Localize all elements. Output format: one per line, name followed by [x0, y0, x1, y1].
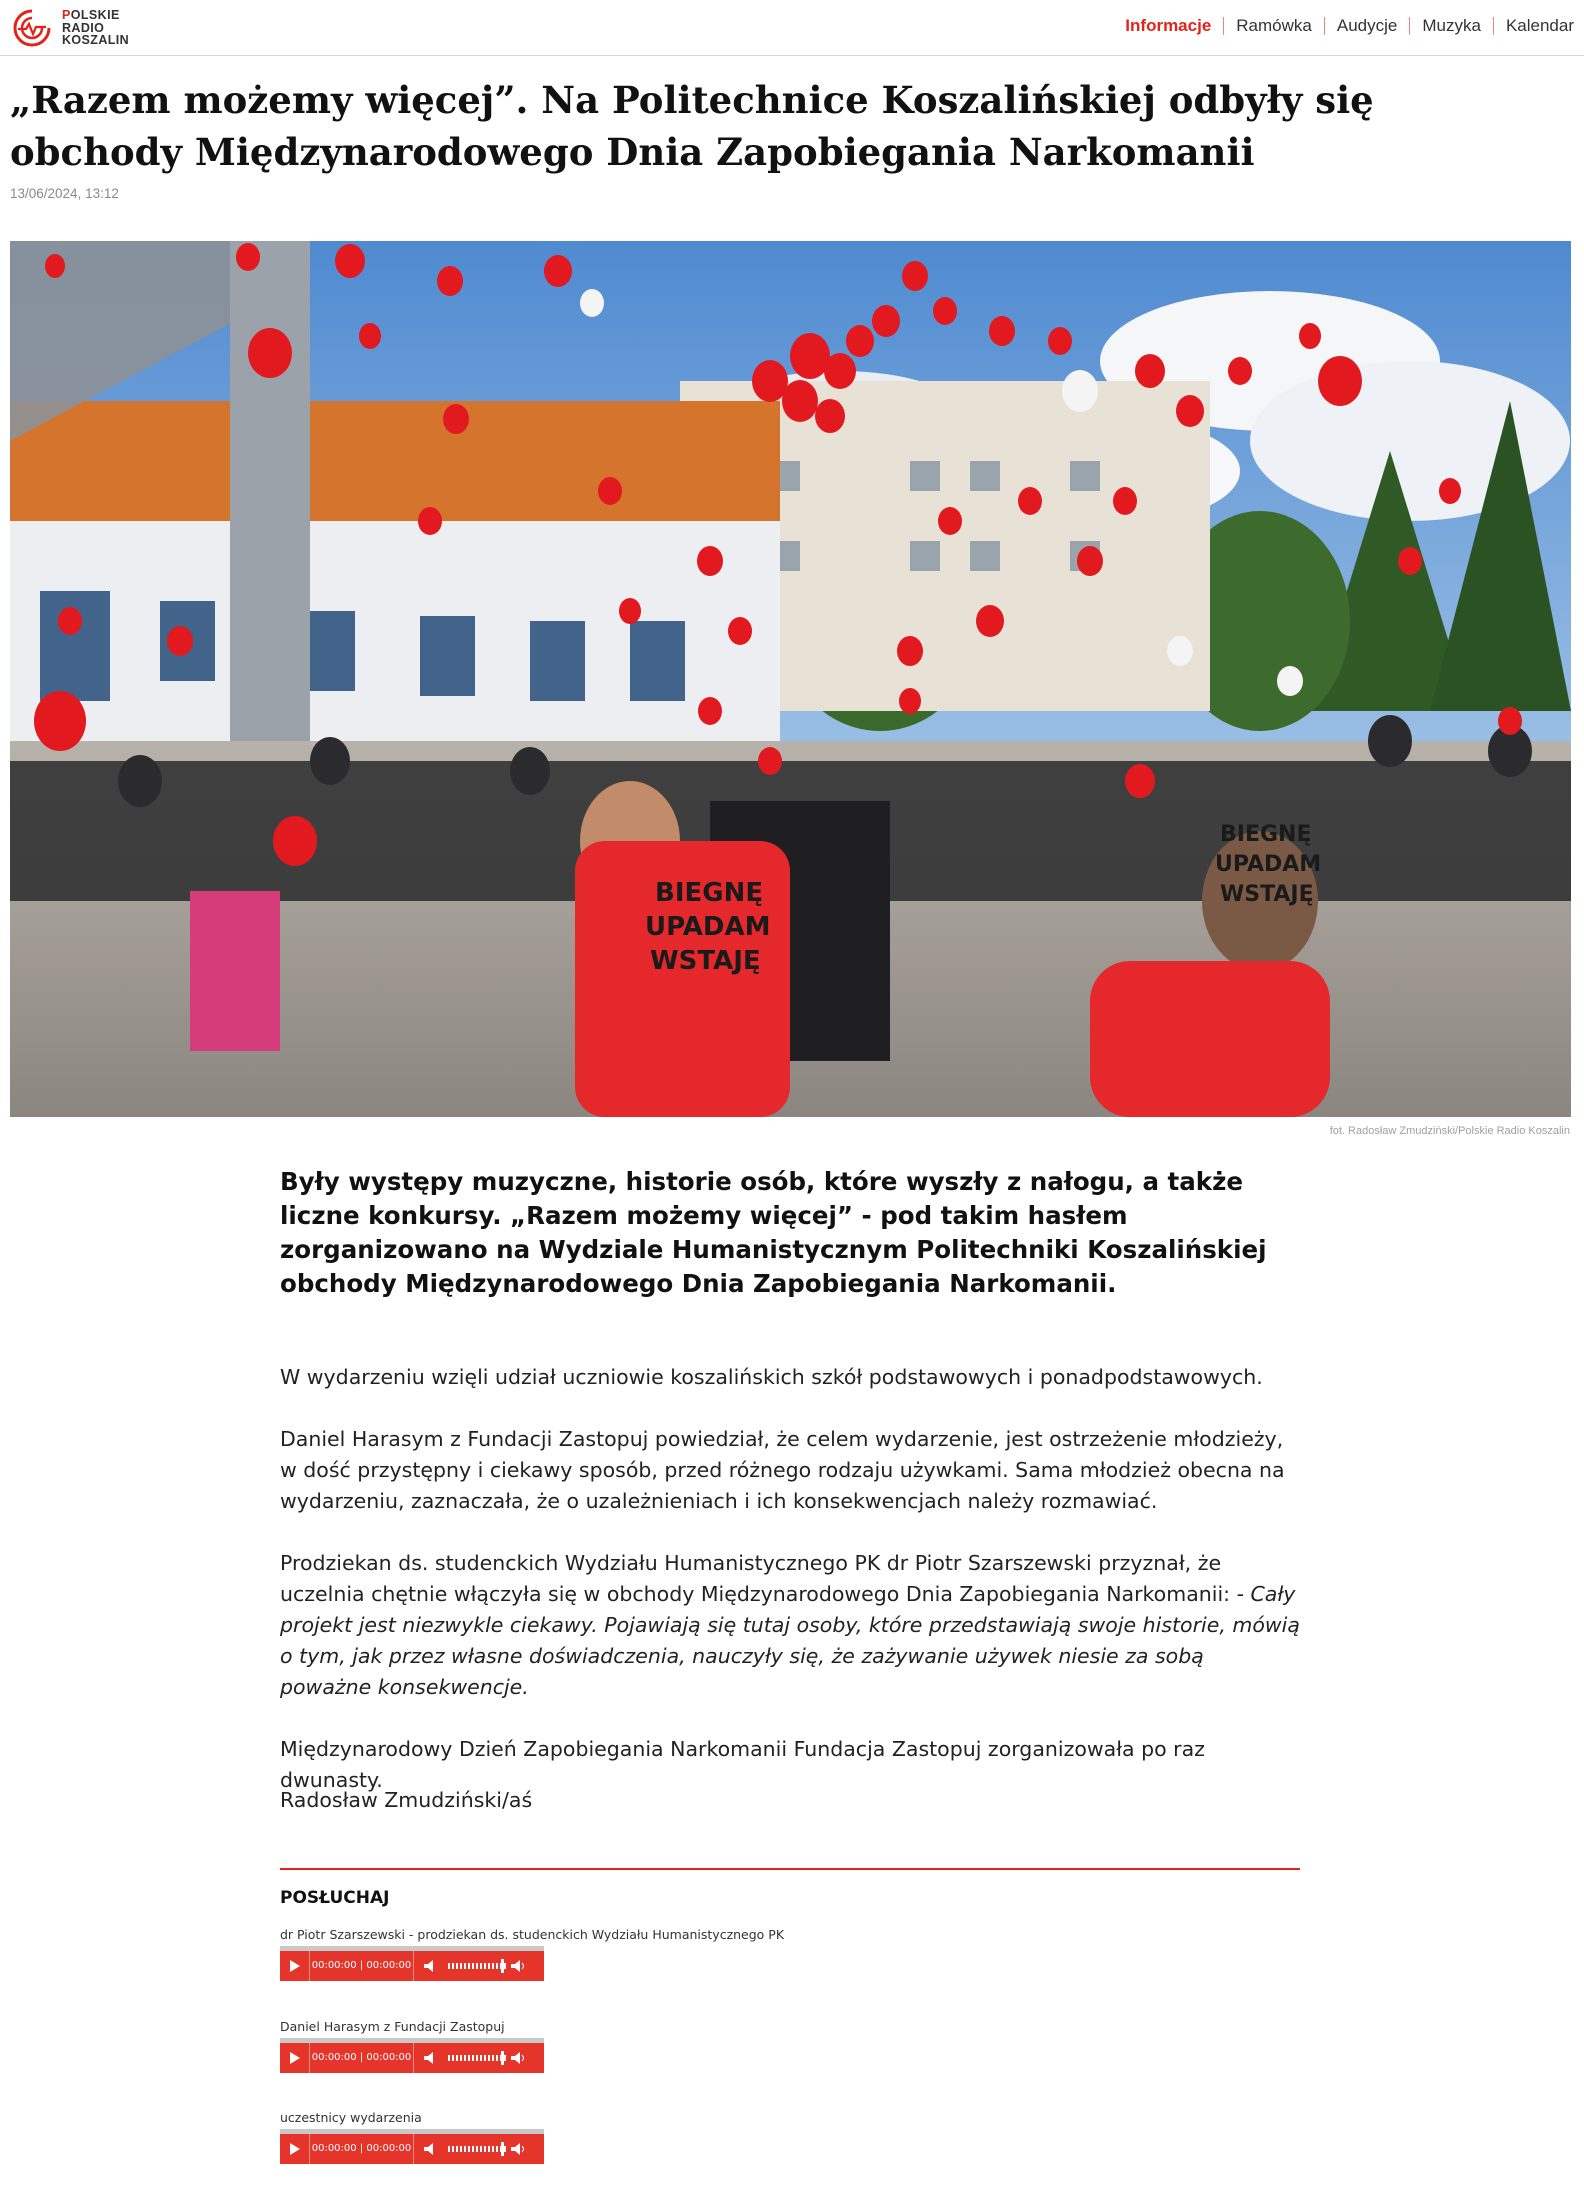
site-logo[interactable] — [10, 7, 129, 49]
audio-player — [280, 2134, 544, 2164]
mute-button[interactable] — [420, 2052, 440, 2064]
volume-max-icon — [511, 1960, 525, 1972]
max-volume-button[interactable] — [506, 2052, 530, 2064]
play-icon — [290, 1960, 300, 1972]
max-volume-button[interactable] — [506, 1960, 530, 1972]
balloon-shape — [1048, 327, 1072, 355]
listen-heading: POSŁUCHAJ — [280, 1888, 390, 1908]
audio-player — [280, 2043, 544, 2073]
balloon-shape — [728, 617, 752, 645]
balloon-shape — [418, 507, 442, 535]
balloon-shape — [1277, 666, 1303, 696]
audio-time: 00:00:00 | 00:00:00 — [310, 2134, 414, 2164]
balloon-shape — [976, 605, 1004, 637]
shirt-slogan-line: UPADAM — [645, 912, 771, 942]
shirt-slogan-line: BIEGNĘ — [655, 878, 764, 908]
balloon-shape — [236, 243, 260, 271]
volume-slider[interactable] — [448, 2146, 506, 2152]
play-button[interactable] — [280, 2134, 310, 2164]
mute-button[interactable] — [420, 1960, 440, 1972]
balloon-shape — [933, 297, 957, 325]
balloon-shape — [544, 255, 572, 287]
nav-item-ramowka[interactable]: Ramówka — [1236, 16, 1312, 35]
mute-button[interactable] — [420, 2143, 440, 2155]
balloon-shape — [248, 328, 292, 378]
audio-time: 00:00:00 | 00:00:00 — [310, 1951, 414, 1981]
volume-slider[interactable] — [448, 1963, 506, 1969]
balloon-shape — [335, 244, 365, 278]
max-volume-button[interactable] — [506, 2143, 530, 2155]
article-paragraph: Międzynarodowy Dzień Zapobiegania Narkomanii Fundacja Zastopuj zorganizowała po raz dwunasty. — [280, 1737, 1205, 1792]
logo-line-3: KOSZALIN — [62, 33, 130, 48]
balloon-shape — [437, 266, 463, 296]
section-divider — [280, 1868, 1300, 1870]
nav-item-informacje[interactable]: Informacje — [1125, 16, 1212, 35]
balloon-shape — [1439, 478, 1461, 504]
balloon-shape — [1062, 370, 1098, 412]
balloon-shape — [58, 607, 82, 635]
balloon-shape — [1498, 707, 1522, 735]
balloon-shape — [846, 325, 874, 357]
speaker-icon — [424, 2143, 436, 2155]
play-button[interactable] — [280, 1951, 310, 1981]
balloon-shape — [938, 507, 962, 535]
paragraph-text: Prodziekan ds. studenckich Wydziału Humanistycznego PK dr Piotr Szarszewski przyznał, że uczelnia chętnie włączyła się w obchody Międzynarodowego Dnia Zapobiegania Narkomanii: - — [280, 1551, 1251, 1606]
balloon-shape — [1135, 354, 1165, 388]
balloon-shape — [790, 333, 830, 379]
speaker-icon — [424, 2052, 436, 2064]
balloon-shape — [697, 546, 723, 576]
article-title: „Razem możemy więcej”. Na Politechnice Koszalińskiej odbyły się obchody Międzynarodowego Dnia Zapobiegania Narkomanii — [10, 78, 1374, 174]
audio-player — [280, 1951, 544, 1981]
quote-text: Cały projekt jest niezwykle ciekawy. Pojawiają się tutaj osoby, które przedstawiają swoje historie, mówią o tym, jak przez własne doświadczenia, nauczyły się, że zażywanie używek niesie za sobą poważne konsekwencje. — [280, 1582, 1300, 1699]
nav-item-muzyka[interactable]: Muzyka — [1422, 16, 1481, 35]
article-paragraph: Daniel Harasym z Fundacji Zastopuj powiedział, że celem wydarzenie, jest ostrzeżenie młodzieży, w dość przystępny i ciekawy sposób, przed różnego rodzaju używkami. Sama młodzież obecna na wydarzeniu, zaznaczała, że o uzależnieniach i ich konsekwencjach należy rozmawiać. — [280, 1427, 1285, 1513]
balloon-shape — [989, 316, 1015, 346]
balloon-shape — [1398, 547, 1422, 575]
shirt-slogan-line: WSTAJĘ — [1220, 882, 1314, 907]
audio-item — [280, 2019, 550, 2073]
balloon-shape — [899, 688, 921, 714]
balloon-shape — [872, 305, 900, 337]
volume-max-icon — [511, 2052, 525, 2064]
logo-line-2: RADIO — [62, 20, 105, 35]
logo-wordmark — [62, 9, 129, 47]
balloon-shape — [897, 636, 923, 666]
volume-max-icon — [511, 2143, 525, 2155]
balloon-shape — [1228, 357, 1252, 385]
balloon-shape — [1125, 764, 1155, 798]
article-photo — [10, 241, 1571, 1117]
volume-slider[interactable] — [448, 2055, 506, 2061]
radio-logo-icon — [10, 7, 54, 49]
balloon-shape — [824, 353, 856, 389]
photo-caption: fot. Radosław Zmudziński/Polskie Radio Koszalin — [1329, 1125, 1570, 1137]
balloon-shape — [619, 598, 641, 624]
balloon-shape — [1113, 487, 1137, 515]
balloon-shape — [45, 254, 65, 278]
shirt-slogan-line: UPADAM — [1215, 852, 1322, 877]
balloon-shape — [1018, 487, 1042, 515]
audio-label: Daniel Harasym z Fundacji Zastopuj — [280, 2019, 505, 2034]
logo-line-1: POLSKIE — [62, 8, 120, 23]
balloon-shape — [782, 380, 818, 422]
nav-item-kalendarz[interactable]: Kalendar — [1505, 16, 1574, 35]
article-date: 13/06/2024, 13:12 — [10, 186, 119, 201]
audio-item — [280, 1927, 785, 1981]
balloon-shape — [443, 404, 469, 434]
speaker-icon — [424, 1960, 436, 1972]
balloon-shape — [273, 816, 317, 866]
nav-item-audycje[interactable]: Audycje — [1336, 16, 1398, 35]
audio-time: 00:00:00 | 00:00:00 — [310, 2043, 414, 2073]
play-button[interactable] — [280, 2043, 310, 2073]
article-author: Radosław Zmudziński/aś — [280, 1788, 533, 1812]
balloon-shape — [698, 697, 722, 725]
article-paragraph: W wydarzeniu wzięli udział uczniowie koszalińskich szkół podstawowych i ponadpodstawowych. — [280, 1365, 1263, 1389]
top-bar — [0, 0, 1584, 56]
audio-item — [280, 2110, 550, 2164]
shirt-slogan-line: WSTAJĘ — [650, 946, 761, 976]
article-paragraph — [280, 1548, 1300, 1703]
audio-label: dr Piotr Szarszewski - prodziekan ds. studenckich Wydziału Humanistycznego PK — [280, 1927, 785, 1942]
balloon-shape — [902, 261, 928, 291]
audio-label: uczestnicy wydarzenia — [280, 2110, 422, 2125]
balloon-shape — [1299, 323, 1321, 349]
balloon-shape — [1167, 636, 1193, 666]
balloon-shape — [758, 747, 782, 775]
article-lead: Były występy muzyczne, historie osób, które wyszły z nałogu, a także liczne konkursy. „Razem możemy więcej” - pod takim hasłem zorganizowano na Wydziale Humanistycznym Politechniki Koszalińskiej obchody Międzynarodowego Dnia Zapobiegania Narkomanii. — [280, 1167, 1267, 1298]
balloon-shape — [580, 289, 604, 317]
balloon-shape — [167, 626, 193, 656]
balloon-shape — [815, 399, 845, 433]
balloon-shape — [1077, 546, 1103, 576]
balloon-shape — [1176, 395, 1204, 427]
article-body — [280, 1362, 1300, 1827]
photo-illustration — [10, 241, 1571, 1117]
main-nav — [1113, 16, 1584, 36]
shirt-slogan-line: BIEGNĘ — [1220, 822, 1312, 847]
play-icon — [290, 2052, 300, 2064]
play-icon — [290, 2143, 300, 2155]
balloon-shape — [359, 323, 381, 349]
balloon-shape — [34, 691, 86, 751]
balloon-shape — [1318, 356, 1362, 406]
balloon-shape — [598, 477, 622, 505]
